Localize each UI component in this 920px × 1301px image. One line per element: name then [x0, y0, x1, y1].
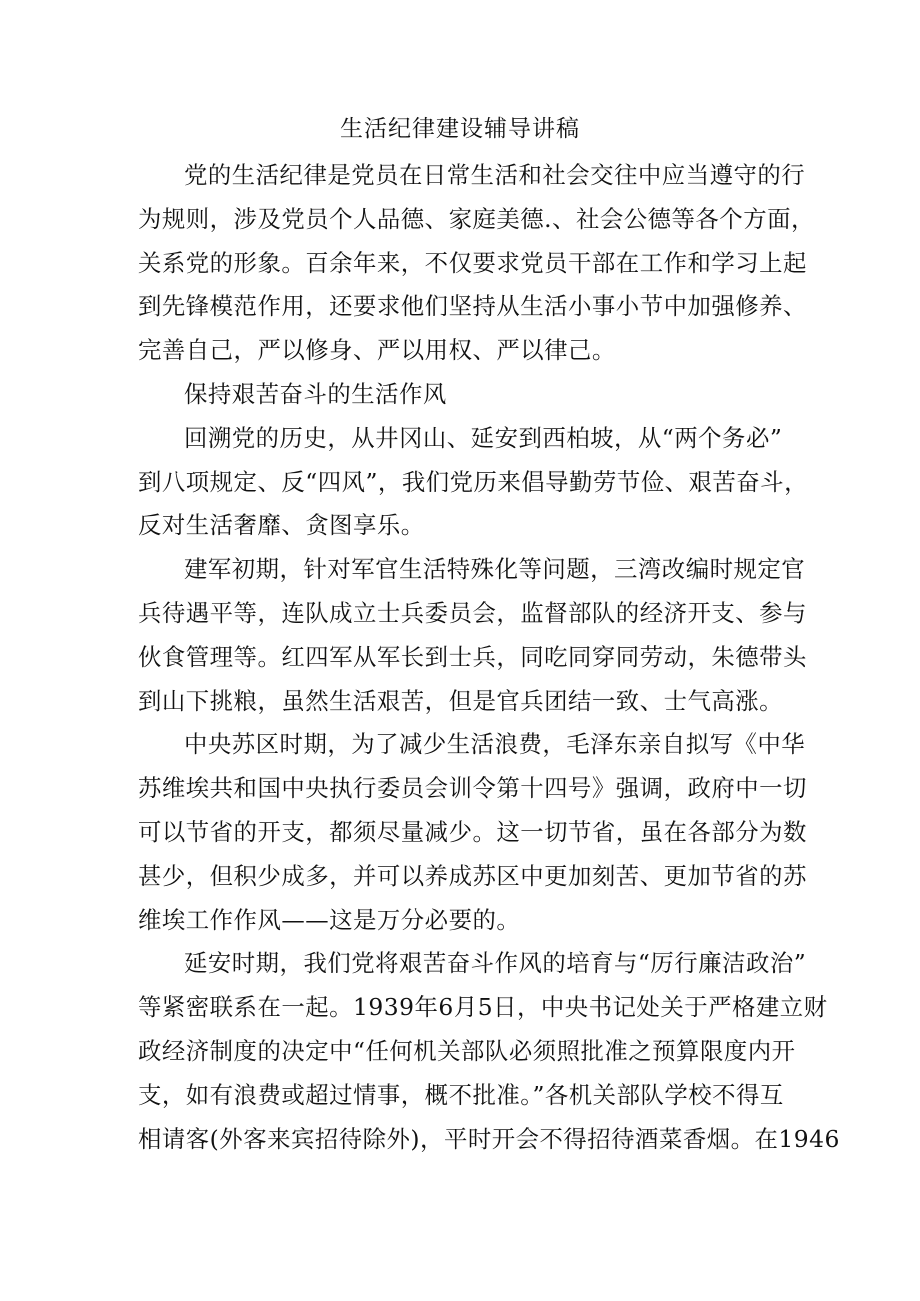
text-line: 反对生活奢靡、贪图享乐。	[138, 511, 425, 540]
text-line: 完善自己，严以修身、严以用权、严以律己。	[138, 336, 616, 365]
text-line: 中央苏区时期，为了减少生活浪费，毛泽东亲自拟写《中华	[184, 730, 806, 759]
text-line: 支，如有浪费或超过情事，概不批准。”各机关部队学校不得互	[138, 1080, 784, 1109]
document-title: 生活纪律建设辅导讲稿	[340, 116, 580, 142]
text-line: 到八项规定、反“四风”，我们党历来倡导勤劳节俭、艰苦奋斗，	[138, 467, 808, 496]
text-line: 到先锋模范作用，还要求他们坚持从生活小事小节中加强修养、	[138, 292, 807, 321]
text-line: 关系党的形象。百余年来，不仅要求党员干部在工作和学习上起	[138, 248, 807, 277]
text-line: 到山下挑粮，虽然生活艰苦，但是官兵团结一致、士气高涨。	[138, 686, 784, 715]
text-line: 兵待遇平等，连队成立士兵委员会，监督部队的经济开支、参与	[138, 598, 807, 627]
text-line: 政经济制度的决定中“任何机关部队必须照批准之预算限度内开	[138, 1036, 796, 1065]
text-line: 苏维埃共和国中央执行委员会训令第十四号》强调，政府中一切	[138, 774, 807, 803]
text-line: 可以节省的开支，都须尽量减少。这一切节省，虽在各部分为数	[138, 817, 807, 846]
text-line: 维埃工作作风——这是万分必要的。	[138, 905, 521, 934]
text-line: 甚少，但积少成多，并可以养成苏区中更加刻苦、更加节省的苏	[138, 861, 807, 890]
document-body	[138, 154, 840, 1161]
text-line: 为规则，涉及党员个人品德、家庭美德.、社会公德等各个方面，	[138, 204, 815, 233]
section-heading: 保持艰苦奋斗的生活作风	[184, 379, 447, 408]
text-line: 相请客(外客来宾招待除外)，平时开会不得招待酒菜香烟。在1946	[138, 1124, 840, 1153]
text-line: 建军初期，针对军官生活特殊化等问题，三湾改编时规定官	[184, 555, 806, 584]
text-line: 等紧密联系在一起。1939年6月5日，中央书记处关于严格建立财	[138, 993, 828, 1022]
text-line: 伙食管理等。红四军从军长到士兵，同吃同穿同劳动，朱德带头	[138, 642, 807, 671]
text-line: 延安时期，我们党将艰苦奋斗作风的培育与“厉行廉洁政治”	[184, 949, 807, 978]
text-line: 回溯党的历史，从井冈山、延安到西柏坡，从“两个务必”	[184, 423, 783, 452]
text-line: 党的生活纪律是党员在日常生活和社会交往中应当遵守的行	[184, 161, 806, 189]
